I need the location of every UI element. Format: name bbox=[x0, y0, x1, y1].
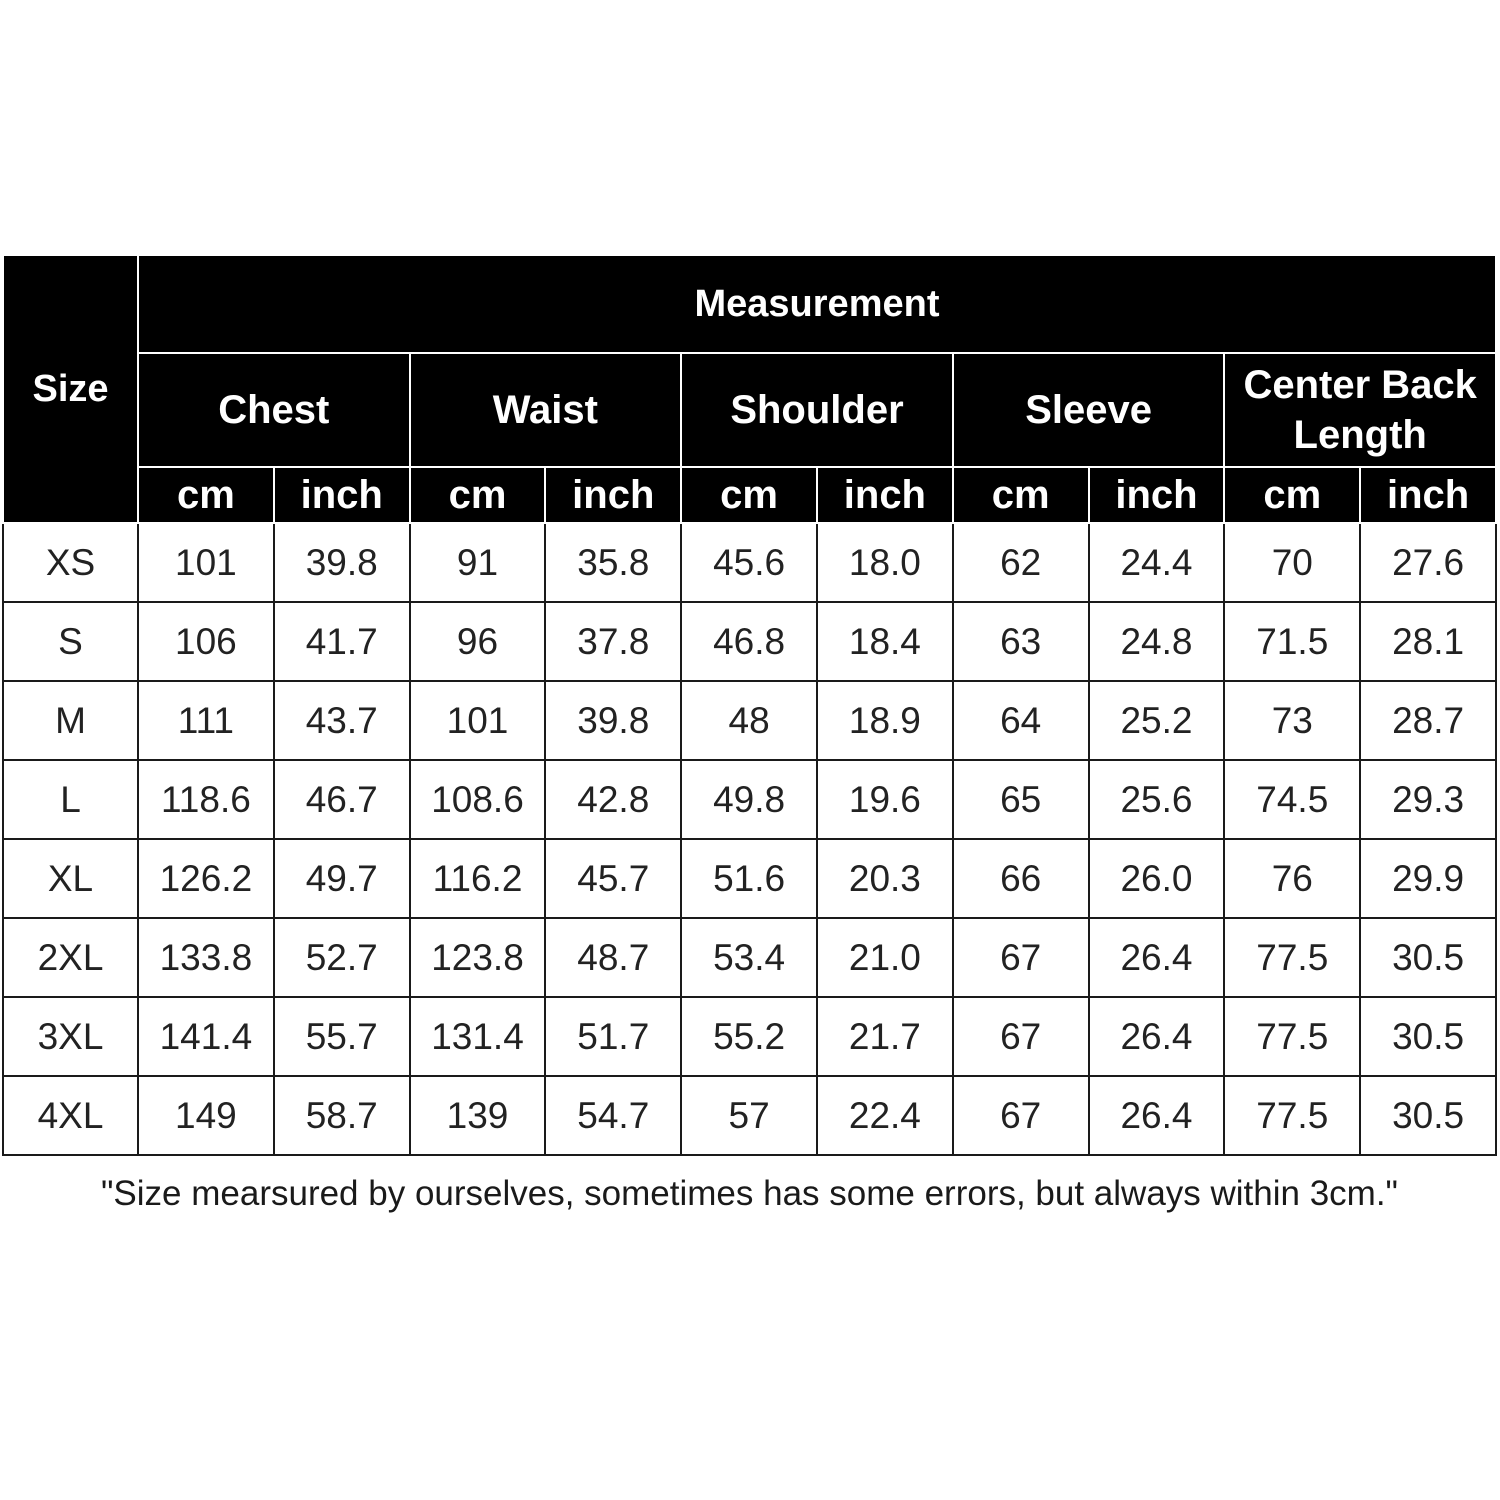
value-cell: 55.7 bbox=[274, 997, 410, 1076]
value-cell: 101 bbox=[138, 523, 274, 602]
table-row bbox=[3, 997, 1496, 1076]
unit-header-cm: cm bbox=[410, 467, 546, 523]
size-cell: 3XL bbox=[3, 997, 138, 1076]
table-row bbox=[3, 602, 1496, 681]
value-cell: 54.7 bbox=[545, 1076, 681, 1155]
value-cell: 96 bbox=[410, 602, 546, 681]
value-cell: 21.0 bbox=[817, 918, 953, 997]
value-cell: 18.9 bbox=[817, 681, 953, 760]
table-row bbox=[3, 839, 1496, 918]
size-cell: L bbox=[3, 760, 138, 839]
value-cell: 20.3 bbox=[817, 839, 953, 918]
size-cell: 4XL bbox=[3, 1076, 138, 1155]
value-cell: 35.8 bbox=[545, 523, 681, 602]
measurement-header: Measurement bbox=[138, 255, 1496, 353]
value-cell: 67 bbox=[953, 918, 1089, 997]
value-cell: 46.7 bbox=[274, 760, 410, 839]
value-cell: 30.5 bbox=[1360, 997, 1496, 1076]
value-cell: 70 bbox=[1224, 523, 1360, 602]
table-row bbox=[3, 523, 1496, 602]
value-cell: 21.7 bbox=[817, 997, 953, 1076]
value-cell: 24.4 bbox=[1089, 523, 1225, 602]
value-cell: 133.8 bbox=[138, 918, 274, 997]
value-cell: 53.4 bbox=[681, 918, 817, 997]
value-cell: 74.5 bbox=[1224, 760, 1360, 839]
size-column-header: Size bbox=[3, 255, 138, 523]
value-cell: 149 bbox=[138, 1076, 274, 1155]
value-cell: 29.9 bbox=[1360, 839, 1496, 918]
group-header-sleeve: Sleeve bbox=[953, 353, 1225, 467]
value-cell: 67 bbox=[953, 1076, 1089, 1155]
unit-header-cm: cm bbox=[138, 467, 274, 523]
value-cell: 41.7 bbox=[274, 602, 410, 681]
note-row bbox=[3, 1155, 1496, 1233]
value-cell: 19.6 bbox=[817, 760, 953, 839]
value-cell: 22.4 bbox=[817, 1076, 953, 1155]
value-cell: 141.4 bbox=[138, 997, 274, 1076]
value-cell: 71.5 bbox=[1224, 602, 1360, 681]
value-cell: 39.8 bbox=[545, 681, 681, 760]
value-cell: 77.5 bbox=[1224, 918, 1360, 997]
unit-header-inch: inch bbox=[274, 467, 410, 523]
value-cell: 25.6 bbox=[1089, 760, 1225, 839]
value-cell: 73 bbox=[1224, 681, 1360, 760]
group-header-center-back-length: Center Back Length bbox=[1224, 353, 1496, 467]
value-cell: 26.0 bbox=[1089, 839, 1225, 918]
value-cell: 106 bbox=[138, 602, 274, 681]
value-cell: 39.8 bbox=[274, 523, 410, 602]
value-cell: 51.7 bbox=[545, 997, 681, 1076]
value-cell: 43.7 bbox=[274, 681, 410, 760]
value-cell: 118.6 bbox=[138, 760, 274, 839]
size-cell: M bbox=[3, 681, 138, 760]
value-cell: 30.5 bbox=[1360, 1076, 1496, 1155]
value-cell: 26.4 bbox=[1089, 1076, 1225, 1155]
value-cell: 49.7 bbox=[274, 839, 410, 918]
value-cell: 18.4 bbox=[817, 602, 953, 681]
unit-header-inch: inch bbox=[1360, 467, 1496, 523]
size-cell: XL bbox=[3, 839, 138, 918]
value-cell: 126.2 bbox=[138, 839, 274, 918]
value-cell: 77.5 bbox=[1224, 1076, 1360, 1155]
value-cell: 52.7 bbox=[274, 918, 410, 997]
size-chart-table bbox=[2, 254, 1497, 1234]
value-cell: 64 bbox=[953, 681, 1089, 760]
group-header-shoulder: Shoulder bbox=[681, 353, 953, 467]
unit-header-cm: cm bbox=[1224, 467, 1360, 523]
size-cell: 2XL bbox=[3, 918, 138, 997]
value-cell: 76 bbox=[1224, 839, 1360, 918]
value-cell: 62 bbox=[953, 523, 1089, 602]
value-cell: 108.6 bbox=[410, 760, 546, 839]
table-row bbox=[3, 1076, 1496, 1155]
table-header bbox=[3, 255, 1496, 523]
value-cell: 27.6 bbox=[1360, 523, 1496, 602]
value-cell: 57 bbox=[681, 1076, 817, 1155]
value-cell: 51.6 bbox=[681, 839, 817, 918]
value-cell: 48.7 bbox=[545, 918, 681, 997]
table-row bbox=[3, 760, 1496, 839]
group-header-chest: Chest bbox=[138, 353, 410, 467]
value-cell: 91 bbox=[410, 523, 546, 602]
value-cell: 46.8 bbox=[681, 602, 817, 681]
unit-header-inch: inch bbox=[545, 467, 681, 523]
size-cell: S bbox=[3, 602, 138, 681]
value-cell: 101 bbox=[410, 681, 546, 760]
unit-header-inch: inch bbox=[1089, 467, 1225, 523]
value-cell: 45.6 bbox=[681, 523, 817, 602]
value-cell: 30.5 bbox=[1360, 918, 1496, 997]
value-cell: 55.2 bbox=[681, 997, 817, 1076]
value-cell: 18.0 bbox=[817, 523, 953, 602]
group-header-waist: Waist bbox=[410, 353, 682, 467]
value-cell: 131.4 bbox=[410, 997, 546, 1076]
value-cell: 77.5 bbox=[1224, 997, 1360, 1076]
value-cell: 28.7 bbox=[1360, 681, 1496, 760]
value-cell: 37.8 bbox=[545, 602, 681, 681]
value-cell: 58.7 bbox=[274, 1076, 410, 1155]
value-cell: 26.4 bbox=[1089, 997, 1225, 1076]
value-cell: 49.8 bbox=[681, 760, 817, 839]
unit-header-inch: inch bbox=[817, 467, 953, 523]
value-cell: 139 bbox=[410, 1076, 546, 1155]
value-cell: 116.2 bbox=[410, 839, 546, 918]
value-cell: 42.8 bbox=[545, 760, 681, 839]
value-cell: 25.2 bbox=[1089, 681, 1225, 760]
value-cell: 26.4 bbox=[1089, 918, 1225, 997]
unit-header-cm: cm bbox=[681, 467, 817, 523]
table-row bbox=[3, 681, 1496, 760]
value-cell: 48 bbox=[681, 681, 817, 760]
value-cell: 28.1 bbox=[1360, 602, 1496, 681]
value-cell: 66 bbox=[953, 839, 1089, 918]
value-cell: 111 bbox=[138, 681, 274, 760]
value-cell: 29.3 bbox=[1360, 760, 1496, 839]
value-cell: 24.8 bbox=[1089, 602, 1225, 681]
table-row bbox=[3, 918, 1496, 997]
size-cell: XS bbox=[3, 523, 138, 602]
value-cell: 45.7 bbox=[545, 839, 681, 918]
value-cell: 67 bbox=[953, 997, 1089, 1076]
value-cell: 65 bbox=[953, 760, 1089, 839]
table-body bbox=[3, 523, 1496, 1155]
value-cell: 123.8 bbox=[410, 918, 546, 997]
unit-header-cm: cm bbox=[953, 467, 1089, 523]
value-cell: 63 bbox=[953, 602, 1089, 681]
measurement-note: "Size mearsured by ourselves, sometimes has some errors, but always within 3cm." bbox=[3, 1155, 1496, 1233]
